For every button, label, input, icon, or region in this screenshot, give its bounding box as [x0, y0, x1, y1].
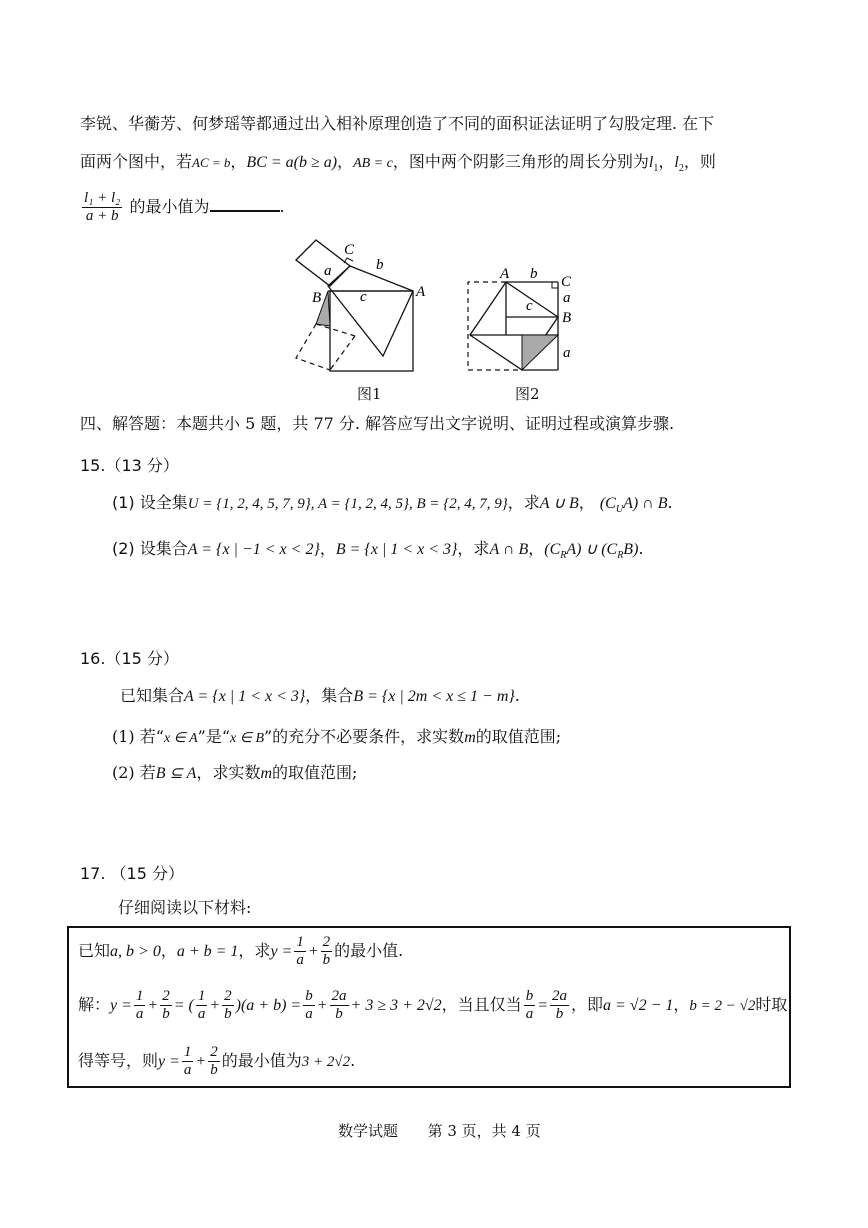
- q15-p1-end: .: [667, 493, 673, 512]
- sol-l3-frac-2-over-b: [208, 1044, 220, 1079]
- math-ac-eq-b: AC = b: [192, 155, 231, 170]
- label-side-a-2: a: [563, 290, 571, 306]
- box-l1-c: ，求: [238, 941, 271, 960]
- sol-take: 时取: [755, 995, 788, 1014]
- q15-p1-sets: U = {1, 2, 4, 5, 7, 9}, A = {1, 2, 4, 5}, B = {2, 4, 7, 9}: [187, 496, 508, 512]
- sol-l3-y-eq: y =: [158, 1053, 180, 1070]
- frac-num: b: [525, 988, 534, 1004]
- sol-l3-a: 得等号，则: [78, 1051, 159, 1070]
- frac-den: a: [197, 1006, 206, 1022]
- q15-p1-comp-sub: U: [615, 504, 624, 516]
- q15-p2-label: (2) 设集合: [112, 539, 188, 558]
- math-ab-eq-c: AB = c: [353, 156, 393, 171]
- fraction-denominator: a + b: [85, 208, 119, 224]
- label-b-vertex-2: B: [562, 310, 572, 326]
- frac-num: 2: [210, 1044, 218, 1060]
- q16-stem-a: 已知集合: [120, 686, 185, 705]
- tilted-square: [470, 282, 558, 370]
- frac-den: a: [135, 1006, 144, 1022]
- q15-p2-sep2: ，: [528, 539, 545, 558]
- frac-num: 2: [224, 988, 232, 1004]
- q15-p1-mid: ，求: [507, 493, 540, 512]
- label-side-c: c: [360, 289, 367, 305]
- label-side-c-2: c: [526, 298, 533, 314]
- intro-text-2a: 面两个图中，若: [80, 152, 193, 171]
- sol-l3-end: 的最小值为: [221, 1051, 302, 1070]
- sol-a-value: a = √2 − 1: [603, 997, 674, 1014]
- box-l1-end: 的最小值.: [334, 941, 404, 960]
- section-4-text: 四、解答题：本题共小 5 题，共 77 分. 解答应写出文字说明、证明过程或演算步骤.: [80, 414, 675, 433]
- sol-b-value: b = 2 − √2: [689, 998, 756, 1014]
- frac-num: 1: [197, 988, 206, 1004]
- label-c-vertex: C: [344, 242, 355, 258]
- q17-header-text: 17. （15 分）: [80, 864, 184, 883]
- q15-p2-set-b: B = {x | 1 < x < 3}: [335, 541, 458, 558]
- dashed-line-1: [316, 324, 355, 336]
- box-l1-frac-1-over-a: [294, 934, 306, 969]
- box-l1-y-eq: y =: [270, 943, 293, 960]
- q16-p2-mid: ，求实数: [196, 763, 261, 782]
- page-footer: [338, 1120, 541, 1142]
- figure-2-diagram: [462, 262, 592, 378]
- label-a-vertex: A: [416, 284, 426, 300]
- q15-p2-comp-a-open: (C: [544, 541, 561, 558]
- q16-p1-mid: ”是“: [197, 727, 231, 746]
- q15-p2-end: .: [638, 539, 644, 558]
- frac-den: b: [224, 1006, 232, 1022]
- solution-label: 解：: [78, 995, 111, 1014]
- q15-p1-comp-open: (C: [599, 495, 616, 512]
- intro-end: .: [279, 197, 285, 216]
- sol-plus-2: +: [209, 997, 221, 1014]
- q16-p1-x-in-a: x ∈ A: [163, 731, 198, 746]
- q15-p1-comp-rest: A) ∩ B: [623, 495, 668, 512]
- intro-line-1: [80, 113, 714, 135]
- box-l1-sum: a + b = 1: [176, 943, 239, 960]
- sol-l3-dot: .: [350, 1051, 356, 1070]
- sol-l3-value: 3 + 2√2: [301, 1054, 351, 1070]
- q15-p2-mid: ，求: [457, 539, 490, 558]
- math-l1: l: [648, 154, 654, 171]
- q15-header-text: 15.（13 分）: [80, 456, 179, 475]
- q17-instruction: [118, 897, 251, 919]
- intro-line-3: [80, 188, 285, 226]
- box-l1-a: 已知: [78, 941, 111, 960]
- frac-num: 2a: [551, 988, 567, 1004]
- q15-p2-sep1: ，: [319, 539, 336, 558]
- frac-den: b: [335, 1006, 343, 1022]
- sol-frac-2-over-b: [160, 988, 172, 1023]
- q16-p2-end: 的取值范围;: [272, 763, 358, 782]
- q16-p1-end: 的取值范围;: [475, 727, 562, 746]
- q15-p2-set-a: A = {x | −1 < x < 2}: [187, 541, 320, 558]
- math-bc-eq-a: BC = a(b ≥ a): [246, 154, 338, 171]
- frac-num: 2: [322, 934, 331, 950]
- footer-page-number: 第 3 页，共 4 页: [427, 1122, 541, 1140]
- frac-num: 2a: [331, 988, 347, 1004]
- figure-2-caption: 图2: [515, 385, 540, 403]
- box-l1-ab-positive: a, b > 0: [110, 943, 161, 960]
- sol-l3-frac-1-over-a: [182, 1044, 194, 1079]
- math-l1-sub: 1: [653, 163, 659, 175]
- sol-frac-2-over-b-2: [222, 988, 234, 1023]
- label-side-a: a: [324, 263, 332, 279]
- frac-den: b: [162, 1006, 170, 1022]
- label-b-vertex: B: [312, 290, 322, 306]
- q15-p2-comp-b-sub: R: [617, 550, 624, 562]
- frac-num: 1: [183, 1044, 192, 1060]
- q15-p2-intersection: A ∩ B: [489, 541, 529, 558]
- label-a-vertex-2: A: [500, 266, 510, 282]
- q16-stem: [120, 685, 520, 708]
- intro-comma-1: ，: [230, 152, 247, 171]
- box-line-3: [78, 1042, 355, 1081]
- q15-p1-label: (1) 设全集: [112, 493, 188, 512]
- q16-p1-rest: ”的充分不必要条件，求实数: [264, 727, 465, 746]
- q16-p1-label: (1) 若“: [112, 727, 164, 746]
- box-line-1: [78, 932, 403, 971]
- shaded-triangle-2: [522, 335, 558, 370]
- section-4-heading: [80, 413, 674, 435]
- fraction-numerator: l₁ + l₂: [84, 190, 121, 206]
- sol-plus-1: +: [147, 997, 159, 1014]
- q16-p1-x-in-b: x ∈ B: [230, 731, 264, 746]
- math-l2-sub: 2: [678, 163, 684, 175]
- frac-den: a: [183, 1062, 192, 1078]
- sol-comma: ，: [673, 995, 690, 1014]
- q15-part-1: [112, 492, 673, 521]
- label-c-vertex-2: C: [561, 274, 572, 290]
- fraction-l1l2-over-ab: [82, 190, 122, 225]
- q16-set-b: B = {x | 2m < x ≤ 1 − m}: [353, 688, 515, 705]
- q16-header: [80, 648, 179, 670]
- frac-den: b: [210, 1062, 218, 1078]
- sol-cond-b-over-a: [524, 988, 536, 1023]
- intro-text-3: 的最小值为: [129, 197, 210, 216]
- intro-line-2: [80, 151, 716, 180]
- sol-l3-plus: +: [195, 1053, 207, 1070]
- label-side-b-2: b: [530, 266, 538, 282]
- intro-text-1: 李锐、华蘅芳、何梦瑶等都通过出入相补原理创造了不同的面积证法证明了勾股定理. 在下: [80, 114, 715, 133]
- frac-num: 1: [135, 988, 144, 1004]
- sol-y-eq: y =: [110, 997, 132, 1014]
- dashed-line-2: [330, 336, 355, 370]
- q16-stem-b: ，集合: [305, 686, 354, 705]
- frac-num: b: [305, 988, 313, 1004]
- box-l1-plus: +: [307, 943, 319, 960]
- q15-p2-comp-b-close: B): [623, 541, 639, 558]
- q16-p2-subset: B ⊆ A: [155, 765, 197, 782]
- box-l1-sep: ，: [160, 941, 177, 960]
- sol-plus-3: +: [316, 997, 328, 1014]
- box-l1-frac-2-over-b: [321, 934, 333, 969]
- answer-blank[interactable]: [210, 196, 280, 212]
- q16-header-text: 16.（15 分）: [80, 649, 179, 668]
- q17-header: [80, 863, 184, 885]
- footer-subject: 数学试题: [338, 1122, 399, 1140]
- label-side-b: b: [376, 257, 384, 273]
- frac-den: b: [322, 952, 331, 968]
- square-on-ab: [330, 291, 413, 371]
- sol-ie: ，即: [570, 995, 603, 1014]
- q16-stem-end: .: [514, 686, 520, 705]
- q15-part-2: [112, 538, 644, 567]
- q16-part-2: [112, 762, 357, 785]
- q15-p2-comp-a-sub: R: [560, 550, 567, 562]
- q16-p1-m: m: [464, 729, 476, 746]
- q15-p1-sep: ，: [578, 493, 595, 512]
- square-on-bc: [296, 240, 350, 286]
- figure-1-caption: 图1: [357, 385, 382, 403]
- sol-frac-1-over-a: [134, 988, 146, 1023]
- q15-header: [80, 455, 179, 477]
- label-side-a-3: a: [563, 345, 571, 361]
- sol-eq-close: )(a + b) =: [235, 997, 302, 1014]
- frac-num: 1: [296, 934, 304, 950]
- dashed-outline-1: [296, 324, 330, 370]
- frac-den: a: [296, 952, 304, 968]
- frac-num: 2: [162, 988, 170, 1004]
- sol-eq-open: = (: [173, 997, 194, 1014]
- sol-tail: + 3 ≥ 3 + 2√2: [350, 997, 442, 1014]
- frac-den: a: [305, 1006, 313, 1022]
- q16-p2-m: m: [260, 765, 273, 782]
- q16-part-1: [112, 726, 561, 750]
- intro-text-2d: ，图中两个阴影三角形的周长分别为: [392, 152, 649, 171]
- sol-frac-1-over-a-2: [196, 988, 208, 1023]
- sol-when: ，当且仅当: [441, 995, 522, 1014]
- frac-den: a: [525, 1006, 534, 1022]
- square-on-ac: [328, 266, 413, 356]
- box-line-2: [78, 986, 787, 1025]
- right-angle-mark-2: [552, 282, 558, 288]
- intro-text-2f: ，则: [683, 152, 716, 171]
- math-l2: l: [674, 154, 679, 171]
- frac-den: b: [555, 1006, 564, 1022]
- intro-comma-3: ，: [658, 152, 675, 171]
- sol-frac-2a-over-b: [330, 988, 349, 1023]
- q15-p1-union: A ∪ B: [539, 495, 579, 512]
- q16-set-a: A = {x | 1 < x < 3}: [184, 688, 306, 705]
- intro-comma-2: ，: [337, 152, 354, 171]
- q17-instruction-text: 仔细阅读以下材料:: [118, 898, 252, 917]
- figure-1-diagram: [280, 236, 440, 376]
- sol-cond-2a-over-b: [550, 988, 569, 1023]
- q16-p2-label: (2) 若: [112, 763, 156, 782]
- sol-frac-b-over-a: [303, 988, 315, 1023]
- sol-cond-eq: =: [537, 997, 548, 1014]
- q15-p2-comp-mid: A) ∪ (C: [566, 541, 618, 558]
